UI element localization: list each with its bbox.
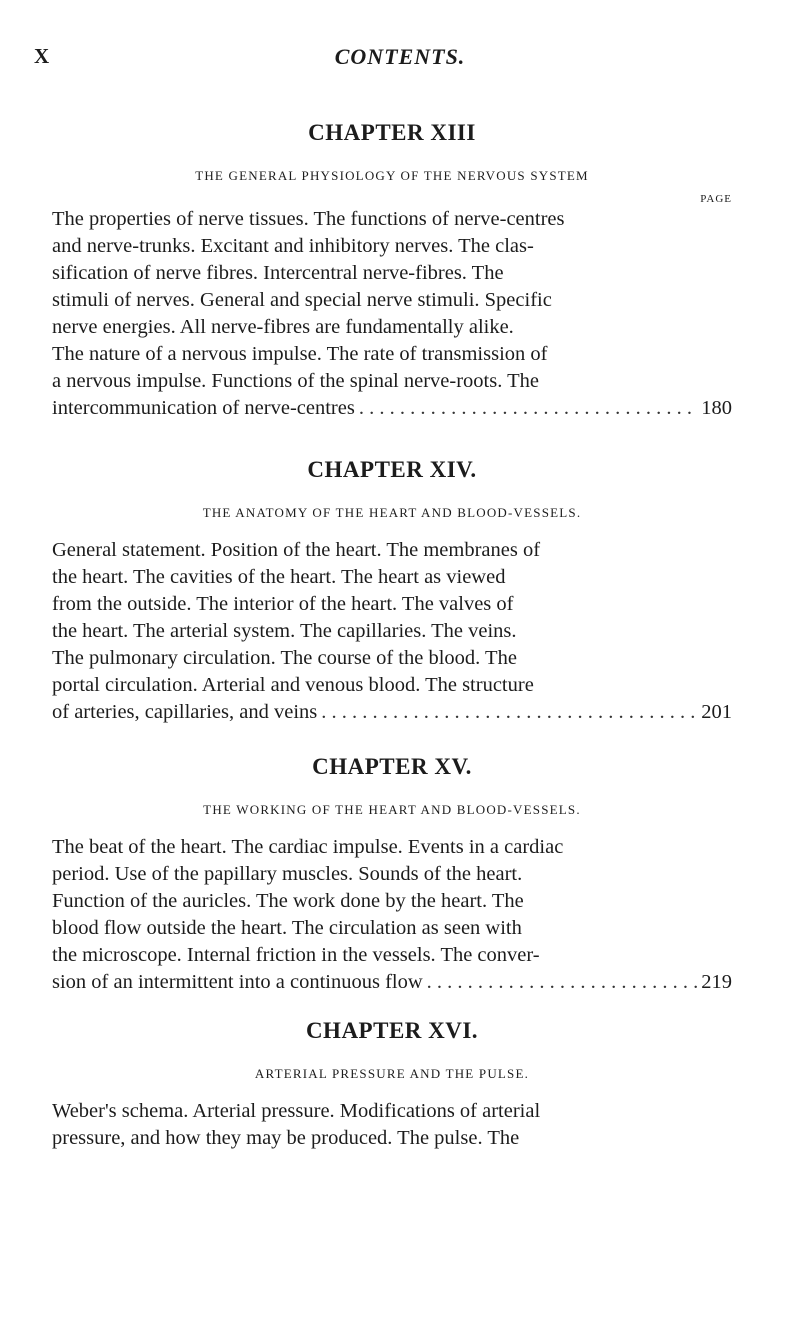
- summary-line: General statement. Position of the heart. The membranes of: [52, 539, 541, 561]
- page-number: X: [34, 44, 50, 68]
- chapter-subtitle: THE WORKING OF THE HEART AND BLOOD-VESSELS.: [203, 802, 581, 817]
- summary-line: blood flow outside the heart. The circulation as seen with: [52, 917, 522, 939]
- chapter-subtitle: THE GENERAL PHYSIOLOGY OF THE NERVOUS SYSTEM: [195, 168, 589, 183]
- chapter-page-number: 219: [701, 971, 732, 993]
- summary-line: The pulmonary circulation. The course of the blood. The: [52, 647, 517, 669]
- page-column-label: PAGE: [700, 193, 732, 205]
- chapter-title: CHAPTER XVI.: [305, 1018, 479, 1043]
- chapter-subtitle: THE ANATOMY OF THE HEART AND BLOOD-VESSELS.: [202, 505, 582, 520]
- chapter-page-number: 201: [701, 701, 732, 723]
- summary-line: of arteries, capillaries, and veins: [52, 701, 318, 723]
- summary-line: the heart. The cavities of the heart. The heart as viewed: [52, 566, 506, 588]
- running-head: [0, 44, 800, 74]
- chapter-summary: [52, 834, 732, 996]
- summary-line: and nerve-trunks. Excitant and inhibitory nerves. The clas-: [52, 235, 534, 257]
- summary-last-line: [52, 699, 732, 726]
- chapter-page-number: 180: [701, 397, 732, 419]
- chapter-14: [52, 455, 732, 726]
- summary-line: The properties of nerve tissues. The functions of nerve-centres: [52, 208, 565, 230]
- chapter-15: [52, 752, 732, 996]
- dot-leader: [359, 395, 697, 422]
- summary-line: a nervous impulse. Functions of the spinal nerve-roots. The: [52, 370, 539, 392]
- chapter-13: [52, 118, 732, 422]
- dot-leader: [427, 969, 698, 996]
- summary-line: the heart. The arterial system. The capillaries. The veins.: [52, 620, 517, 642]
- chapter-16: [52, 1016, 732, 1152]
- summary-line: sion of an intermittent into a continuous flow: [52, 971, 423, 993]
- summary-line: pressure, and how they may be produced. The pulse. The: [52, 1127, 520, 1149]
- chapter-subtitle: ARTERIAL PRESSURE AND THE PULSE.: [254, 1066, 530, 1081]
- summary-line: sification of nerve fibres. Intercentral nerve-fibres. The: [52, 262, 504, 284]
- summary-line: The beat of the heart. The cardiac impulse. Events in a cardiac: [52, 836, 564, 858]
- chapter-summary: [52, 206, 732, 422]
- chapter-summary: [52, 1098, 732, 1152]
- summary-last-line: [52, 969, 732, 996]
- summary-line: The nature of a nervous impulse. The rate of transmission of: [52, 343, 548, 365]
- summary-line: period. Use of the papillary muscles. Sounds of the heart.: [52, 863, 523, 885]
- summary-line: stimuli of nerves. General and special nerve stimuli. Specific: [52, 289, 552, 311]
- summary-last-line: [52, 395, 732, 422]
- chapter-title: CHAPTER XV.: [312, 754, 472, 779]
- chapter-title: CHAPTER XIV.: [307, 457, 477, 482]
- summary-line: Function of the auricles. The work done by the heart. The: [52, 890, 524, 912]
- summary-line: nerve energies. All nerve-fibres are fundamentally alike.: [52, 316, 514, 338]
- running-title: CONTENTS.: [334, 44, 466, 69]
- summary-line: from the outside. The interior of the heart. The valves of: [52, 593, 514, 615]
- summary-line: Weber's schema. Arterial pressure. Modifications of arterial: [52, 1100, 541, 1122]
- summary-line: the microscope. Internal friction in the vessels. The conver-: [52, 944, 540, 966]
- dot-leader: [321, 699, 697, 726]
- summary-line: portal circulation. Arterial and venous blood. The structure: [52, 674, 534, 696]
- summary-line: intercommunication of nerve-centres: [52, 397, 355, 419]
- chapter-title: CHAPTER XIII: [308, 120, 476, 145]
- chapter-summary: [52, 537, 732, 726]
